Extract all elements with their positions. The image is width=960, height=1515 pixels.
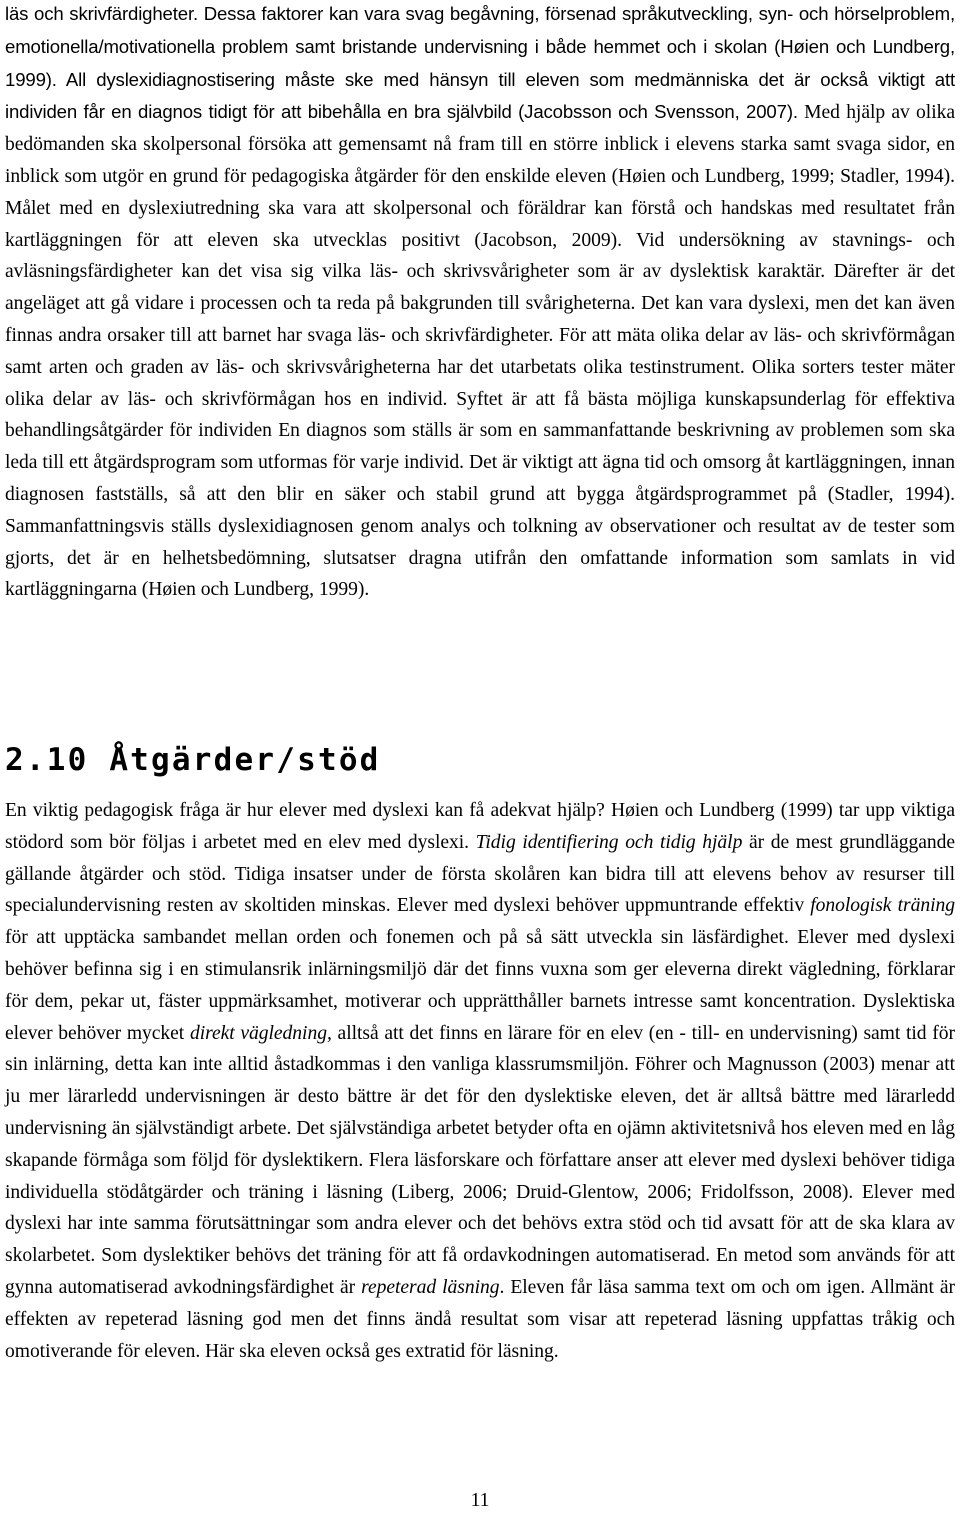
emphasis-text: direkt vägledning, xyxy=(189,1022,332,1044)
page-number: 11 xyxy=(470,1490,490,1511)
section-heading: 2.10 Åtgärder/stöd xyxy=(5,742,381,778)
emphasis-text: repeterad läsning xyxy=(361,1276,500,1298)
paragraph-serif-text: Med hjälp av olika bedömanden ska skolpersonal försöka att gemensamt nå fram till en större inblick i elevens starka samt svaga sidor, en inblick som utgör en grund för pedagogiska åtgärder för den enskilde eleven (Høien och Lundberg, 1999; Stadler, 1994). Målet med en dyslexiutredning ska vara att skolpersonal och föräldrar kan förstå och handskas med resultatet från kartläggningen för att eleven ska utvecklas positivt (Jacobson, 2009). Vid undersökning av stavnings- och avläsningsfärdigheter kan det visa sig vilka läs- och skrivsvårigheter som är av dyslektisk karaktär. Därefter är det angeläget att gå vidare i processen och ta reda på bakgrunden till svårigheterna. Det kan vara dyslexi, men det kan även finnas andra orsaker till att barnet har svaga läs- och skrivfärdigheter. För att mäta olika delar av läs- och skrivförmågan samt arten och graden av läs- och skrivsvårigheterna har det utarbetats olika testinstrument. Olika sorters tester mäter olika delar av läs- och skrivförmågan hos en individ. Syftet är att få bästa möjliga kunskapsunderlag för effektiva behandlingsåtgärder för individen En diagnos som ställs är som en sammanfattande beskrivning av problemen som ska leda till ett åtgärdsprogram som utformas för varje individ. Det är viktigt att ägna tid och omsorg åt kartläggningen, innan diagnosen fastställs, så att den blir en säker och stabil grund att bygga åtgärdsprogrammet på (Stadler, 1994). Sammanfattningsvis ställs dyslexidiagnosen genom analys och tolkning av observationer och resultat av de tester som gjorts, det är en helhetsbedömning, slutsatser dragna utifrån den omfattande information som samlats in vid kartläggningarna (Høien och Lundberg, 1999). xyxy=(5,102,955,601)
emphasis-text: Tidig identifiering och tidig hjälp xyxy=(475,831,743,853)
paragraph-text: En viktig pedagogisk fråga är hur elever med dyslexi kan få adekvat hjälp? Høien och Lundberg (1999) tar upp viktiga stödord som bör följas i arbetet med en elev med dyslexi. xyxy=(5,800,955,853)
body-paragraph-measures-support xyxy=(5,795,955,1367)
paragraph-text: är de mest grundläggande gällande åtgärder och stöd. Tidiga insatser under de första skolåren kan bidra till att elevens behov av resurser till specialundervisning resten av skoltiden minskas. Elever med dyslexi behöver uppmuntrande effektiv xyxy=(5,831,955,917)
body-paragraph-dyslexia-diagnosis xyxy=(5,0,955,606)
paragraph-text: . Eleven får läsa samma text om och om igen. Allmänt är effekten av repeterad läsning god men det finns ändå resultat som visar att repeterad läsning uppfattas tråkig och omotiverande för eleven. Här ska eleven också ges extratid för läsning. xyxy=(5,1276,956,1362)
emphasis-text: fonologisk träning xyxy=(810,895,955,917)
paragraph-text: alltså att det finns en lärare för en elev (en - till- en undervisning) samt tid för sin inlärning, detta kan inte alltid åstadkommas i den vanliga klassrumsmiljön. Föhrer och Magnusson (2003) menar att ju mer lärarledd undervisningen är desto bättre är det för den dyslektiske eleven, det är alltså bättre med lärarledd undervisning än självständigt arbete. Det självständiga arbetet betyder ofta en ojämn aktivitetsnivå hos eleven med en låg skapande förmåga som följd för dyslektikern. Flera läsforskare och författare anser att elever med dyslexi behöver tidiga individuella stödåtgärder och träning i läsning (Liberg, 2006; Druid-Glentow, 2006; Fridolfsson, 2008). Elever med dyslexi har inte samma förutsättningar som andra elever och det behövs extra stöd och tid avsatt för att de ska klara av skolarbetet. Som dyslektiker behövs det träning för att få ordavkodningen automatiserad. En metod som används för att gynna automatiserad avkodningsfärdighet är xyxy=(5,1022,955,1298)
paragraph-text: för att upptäcka sambandet mellan orden och fonemen och på så sätt utveckla sin läsfärdighet. Elever med dyslexi behöver befinna sig i en stimulansrik inlärningsmiljö där det finns vuxna som ger eleverna direkt vägledning, förklarar för dem, pekar ut, fäster uppmärksamhet, motiverar och upprätthåller barnets intresse samt koncentration. Dyslektiska elever behöver mycket xyxy=(5,927,955,1044)
paragraph-sans-text: läs och skrivfärdigheter. Dessa faktorer kan vara svag begåvning, försenad språkutveckling, syn- och hörselproblem, emotionella/motivationella problem samt bristande undervisning i både hemmet och i skolan (Høien och Lundberg, 1999). All dyslexidiagnostisering måste ske med hänsyn till eleven som medmänniska det är också viktigt att individen får en diagnos tidigt för att bibehålla en bra självbild (Jacobsson och Svensson, 2007). xyxy=(5,3,955,123)
